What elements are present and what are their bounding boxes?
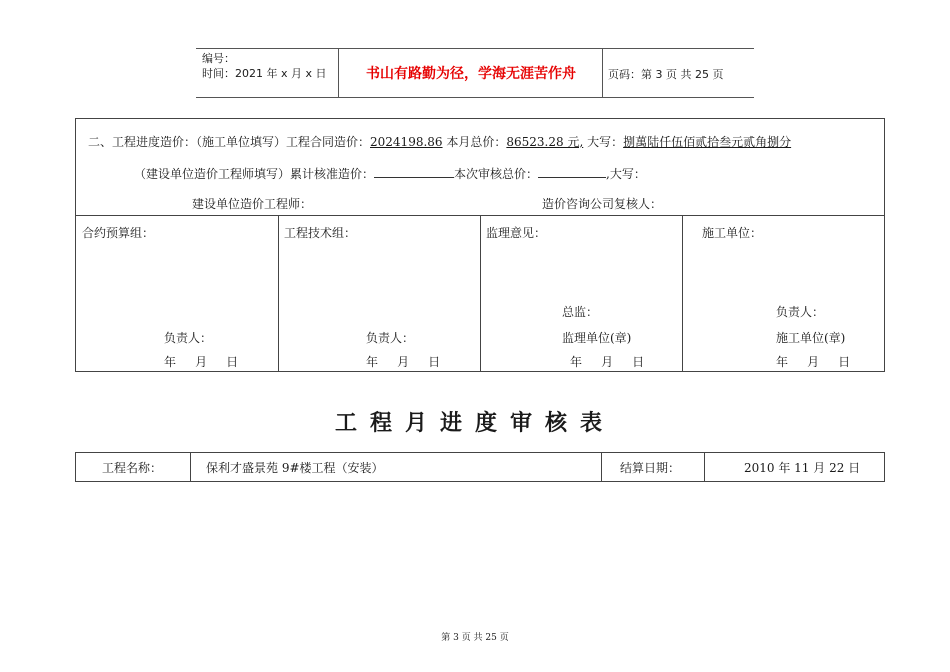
supervision-chief: 总监： <box>562 305 599 319</box>
column-divider <box>704 453 705 481</box>
caps-value: 捌萬陆仟伍佰贰拾叁元贰角捌分 <box>623 135 792 149</box>
column-divider <box>278 215 279 371</box>
header-page-info: 页码：第 3 页 共 25 页 <box>608 68 724 81</box>
month-total: 86523.28 元, <box>506 135 584 149</box>
contract-price: 2024198.86 <box>370 135 443 149</box>
tech-date: 年 月 日 <box>366 355 441 369</box>
supervision-unit: 监理单位(章) <box>562 331 632 345</box>
column-divider <box>190 453 191 481</box>
review-caps-label: ,大写： <box>606 167 646 181</box>
approval-table <box>75 118 885 372</box>
contractor-title: 施工单位： <box>702 226 763 240</box>
month-label: 本月总价： <box>442 135 507 149</box>
page-footer: 第 3 页 共 25 页 <box>441 633 509 643</box>
column-divider <box>601 453 602 481</box>
contractor-date: 年 月 日 <box>776 355 851 369</box>
engineer-label: 建设单位造价工程师： <box>192 197 313 211</box>
tech-title: 工程技术组： <box>284 226 357 240</box>
budget-person: 负责人： <box>164 331 213 345</box>
time-label: 时间：2021 年 x 月 x 日 <box>202 67 327 80</box>
project-info-table <box>75 452 885 482</box>
form-title: 工程月进度审核表 <box>334 411 615 436</box>
approved-blank <box>374 166 454 178</box>
contractor-person: 负责人： <box>776 305 825 319</box>
header-divider <box>338 49 339 97</box>
review-label: 本次审核总价： <box>454 167 539 181</box>
budget-title: 合约预算组： <box>82 226 155 240</box>
header-motto: 书山有路勤为径，学海无涯苦作舟 <box>366 66 576 82</box>
settlement-date-label: 结算日期： <box>620 461 681 475</box>
project-name-value: 保利才盛景苑 9#楼工程（安装） <box>206 461 384 475</box>
tech-person: 负责人： <box>366 331 415 345</box>
budget-date: 年 月 日 <box>164 355 239 369</box>
supervision-title: 监理意见： <box>486 226 547 240</box>
column-divider <box>480 215 481 371</box>
project-name-label: 工程名称： <box>102 461 163 475</box>
review-blank <box>538 166 606 178</box>
cost-prefix: 二、工程进度造价：（施工单位填写）工程合同造价： <box>88 135 371 149</box>
header-meta <box>202 51 327 81</box>
column-divider <box>682 215 683 371</box>
caps-label: 大写： <box>583 135 624 149</box>
approved-prefix: （建设单位造价工程师填写）累计核准造价： <box>134 167 375 181</box>
contractor-unit: 施工单位(章) <box>776 331 846 345</box>
header-divider <box>602 49 603 97</box>
cost-line <box>88 135 791 149</box>
page-header <box>196 48 754 98</box>
supervision-date: 年 月 日 <box>570 355 645 369</box>
serial-label: 编号： <box>202 52 235 65</box>
settlement-date-value: 2010 年 11 月 22 日 <box>744 461 861 475</box>
approved-line <box>134 166 646 181</box>
consult-label: 造价咨询公司复核人： <box>542 197 663 211</box>
